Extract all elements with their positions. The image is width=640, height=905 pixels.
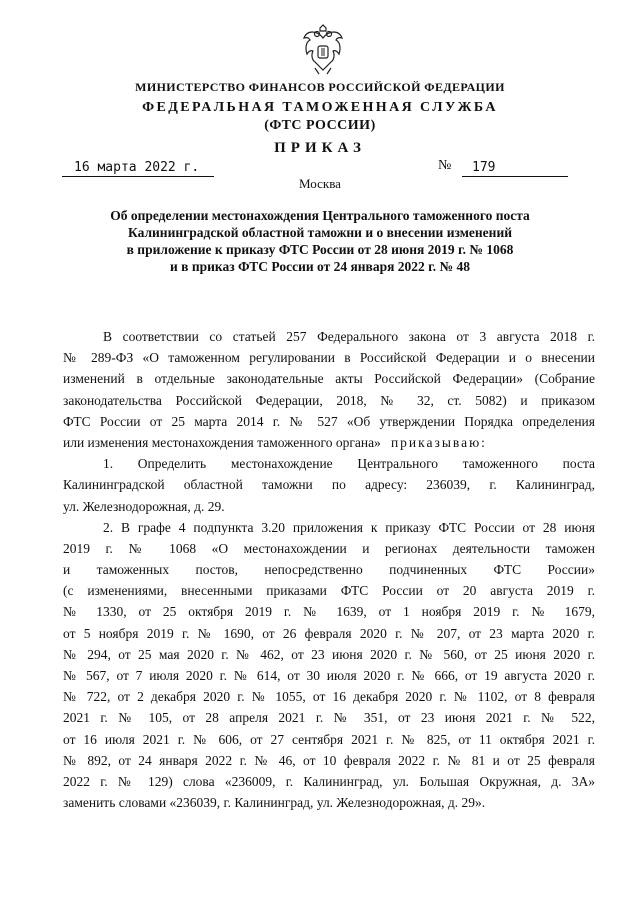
body-line: № 289-ФЗ «О таможенном регулировании в Российской Федерации и о внесении [63,350,595,366]
body-line: заменить словами «236039, г. Калининград, ул. Железнодорожная, д. 29». [63,795,486,811]
document-type: ПРИКАЗ [274,140,366,156]
city: Москва [299,176,341,191]
service-name: ФЕДЕРАЛЬНАЯ ТАМОЖЕННАЯ СЛУЖБА [142,100,498,115]
body-line: № 294, от 25 мая 2020 г. № 462, от 23 июня 2020 г. № 560, от 25 июня 2020 г. [63,646,595,662]
body-line: и таможенных постов, непосредственно подчиненных ФТС России» [63,562,595,578]
document-title [70,207,570,275]
order-number: 179 [462,160,568,177]
body-line: № 892, от 24 января 2022 г. № 46, от 10 февраля 2022 г. № 81 и от 25 февраля [63,752,595,768]
body-line: 2022 г. № 129) слова «236009, г. Калининград, ул. Большая Окружная, д. 3А» [63,773,595,789]
body-line: (с изменениями, внесенными приказами ФТС России от 20 августа 2019 г. [63,583,595,599]
title-line: и в приказ ФТС России от 24 января 2022 г. № 48 [170,259,470,274]
body-line: В соответствии со статьей 257 Федерального закона от 3 августа 2018 г. [103,329,595,344]
preamble-last-text: или изменения местонахождения таможенного органа» [63,434,381,450]
body-line: № 1330, от 25 октября 2019 г. № 1639, от 1 ноября 2019 г. № 1679, [63,604,595,620]
body-line: законодательства Российской Федерации, 2018, № 32, ст. 5082) и приказом [63,392,595,408]
document-body [63,326,595,813]
body-line: от 16 июля 2021 г. № 606, от 27 сентября 2021 г. № 825, от 11 октября 2021 г. [63,731,595,747]
body-line: 2019 г. № 1068 «О местонахождении и регионах деятельности таможен [63,540,595,556]
body-line: № 722, от 2 декабря 2020 г. № 1055, от 16 декабря 2020 г. № 1102, от 8 февраля [63,689,595,705]
title-line: Калининградской областной таможни и о внесении изменений [127,225,513,240]
body-line: 1. Определить местонахождение Центрального таможенного поста [103,456,595,472]
body-line: от 5 ноября 2019 г. № 1690, от 26 февраля 2020 г. № 207, от 23 марта 2020 г. [63,625,595,641]
body-line: Калининградской областной таможни по адресу: 236039, г. Калининград, [63,477,595,493]
ministry-name: МИНИСТЕРСТВО ФИНАНСОВ РОССИЙСКОЙ ФЕДЕРАЦИИ [135,80,505,94]
title-line: Об определении местонахождения Центрального таможенного поста [110,208,530,223]
body-line: 2021 г. № 105, от 28 апреля 2021 г. № 351, от 23 июня 2021 г. № 522, [63,710,595,726]
title-line: в приложение к приказу ФТС России от 28 июня 2019 г. № 1068 [126,242,514,257]
order-date: 16 марта 2022 г. [62,160,214,177]
body-line: ФТС России от 25 марта 2014 г. № 527 «Об утверждении Порядка определения [63,413,595,429]
body-line: ул. Железнодорожная, д. 29. [63,498,225,514]
russian-coat-of-arms-icon [301,24,345,78]
order-word: приказываю: [390,434,487,450]
body-line: 2. В графе 4 подпункта 3.20 приложения к приказу ФТС России от 28 июня [103,519,595,535]
body-line: № 567, от 7 июля 2020 г. № 614, от 30 июля 2020 г. № 666, от 19 августа 2020 г. [63,668,595,683]
body-line: изменений в отдельные законодательные акты Российской Федерации» (Собрание [63,371,595,387]
number-sign: № [438,158,452,173]
service-abbreviation: (ФТС РОССИИ) [264,118,376,133]
body-line [63,432,595,453]
